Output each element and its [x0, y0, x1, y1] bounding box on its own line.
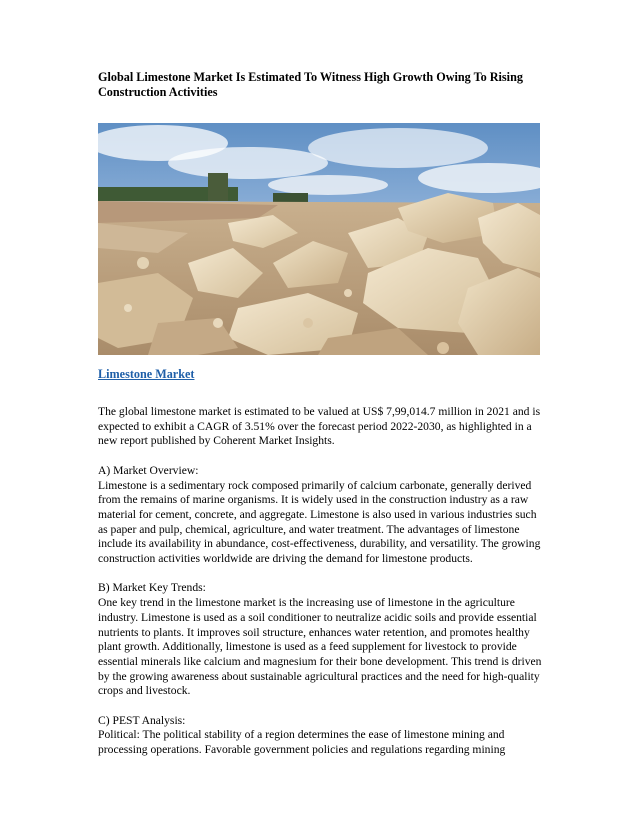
document-title [98, 70, 543, 100]
section-heading: B) Market Key Trends: [98, 581, 206, 595]
intro-paragraph: The global limestone market is estimated to be valued at US$ 7,99,014.7 million in 2021 and is expected to exhibit a CAGR of 3.51% over the forecast period 2022-2030, as highlighted in a new report published by Coherent Market Insights. [98, 405, 541, 448]
section-text: Political: The political stability of a region determines the ease of limestone mining and processing operations. Favorable government policies and regulations regarding mining [98, 728, 506, 757]
document-page [98, 70, 543, 100]
section-text: One key trend in the limestone market is the increasing use of limestone in the agriculture industry. Limestone is used as a soil conditioner to neutralize acidic soils and provide essential nutrients to plants. It improves soil structure, enhances water retention, and promotes healthy plant growth. Additionally, limestone is used as a feed supplement for livestock to provide essential minerals like calcium and magnesium for their bone development. This trend is driven by the growing awareness about sustainable agricultural practices and the need for high-quality crops and livestock. [98, 596, 542, 698]
limestone-quarry-photo [98, 123, 540, 355]
limestone-market-link[interactable]: Limestone Market [98, 367, 195, 381]
section-market-overview [98, 464, 543, 567]
title-line-1: Global Limestone Market Is Estimated To Witness High Growth Owing To Rising [98, 70, 523, 84]
section-heading: C) PEST Analysis: [98, 713, 186, 727]
section-text: Limestone is a sedimentary rock composed primarily of calcium carbonate, generally derived from the remains of marine organisms. It is widely used in the construction industry as a raw material for cement, concrete, and aggregate. Limestone is also used in various industries such as paper and pulp, chemical, agriculture, and water treatment. The advantages of limestone include its availability in abundance, cost-effectiveness, durability, and versatility. The growing construction activities worldwide are driving the demand for limestone products. [98, 478, 541, 566]
section-heading: A) Market Overview: [98, 463, 199, 477]
section-market-key-trends [98, 581, 543, 699]
section-pest-analysis [98, 714, 543, 758]
article-body [98, 405, 543, 773]
title-line-2: Construction Activities [98, 85, 218, 99]
